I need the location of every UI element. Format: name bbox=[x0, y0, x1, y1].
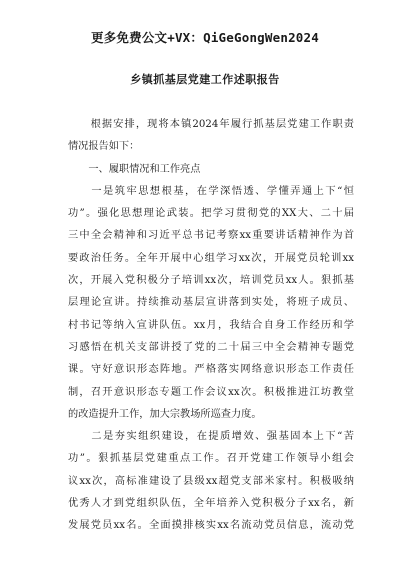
body-line: 发展党员xx名。全面摸排核实xx名流动党员信息，流动党 bbox=[68, 520, 354, 532]
body-line: 功”。狠抓基层党建重点工作。召开党建工作领导小组会 bbox=[68, 453, 354, 465]
section-heading: 一、履职情况和工作亮点 bbox=[68, 163, 201, 175]
body-line: 议xx次，高标准建设了县级xx超党支部米家村。积极吸纳 bbox=[68, 475, 354, 487]
body-line: 要政治任务。全年开展中心组学习xx次，开展党员轮训xx bbox=[68, 252, 354, 264]
body-line: 情况报告如下： bbox=[68, 141, 140, 153]
body-line: 课。守好意识形态阵地。严格落实网络意识形态工作责任 bbox=[68, 364, 354, 376]
body-line: 根据安排，现将本镇2024年履行抓基层党建工作职责 bbox=[68, 119, 354, 130]
document-title: 乡镇抓基层党建工作述职报告 bbox=[130, 73, 280, 86]
body-line: 优秀人才到党组织队伍，全年培养入党积极分子xx名，新 bbox=[68, 498, 354, 510]
body-line: 村书记等纳入宣讲队伍。xx月，我结合自身工作经历和学 bbox=[68, 319, 354, 331]
body-line: 三中全会精神和习近平总书记考察xx重要讲话精神作为首 bbox=[68, 230, 354, 242]
body-line: 功”。强化思想理论武装。把学习贯彻党的XX大、二十届 bbox=[68, 208, 354, 220]
body-line: 制，召开意识形态专题工作会议xx次。积极推进江坊教堂 bbox=[68, 386, 354, 398]
body-line: 次，开展入党积极分子培训xx次，培训党员xx人。狠抓基 bbox=[68, 275, 354, 287]
body-line: 二是夯实组织建设，在提质增效、强基固本上下“苦 bbox=[68, 431, 354, 443]
body-line: 层理论宣讲。持续推动基层宣讲落到实处，将班子成员、 bbox=[68, 297, 354, 309]
promo-header: 更多免费公文+VX：QiGeGongWen2024 bbox=[91, 30, 319, 45]
body-line: 的改造提升工作，加大宗教场所巡查力度。 bbox=[68, 408, 262, 420]
body-line: 习感悟在机关支部讲授了党的二十届三中全会精神专题党 bbox=[68, 341, 354, 353]
body-line: 一是筑牢思想根基，在学深悟透、学懂弄通上下“恒 bbox=[68, 185, 354, 197]
document-body bbox=[68, 114, 354, 538]
